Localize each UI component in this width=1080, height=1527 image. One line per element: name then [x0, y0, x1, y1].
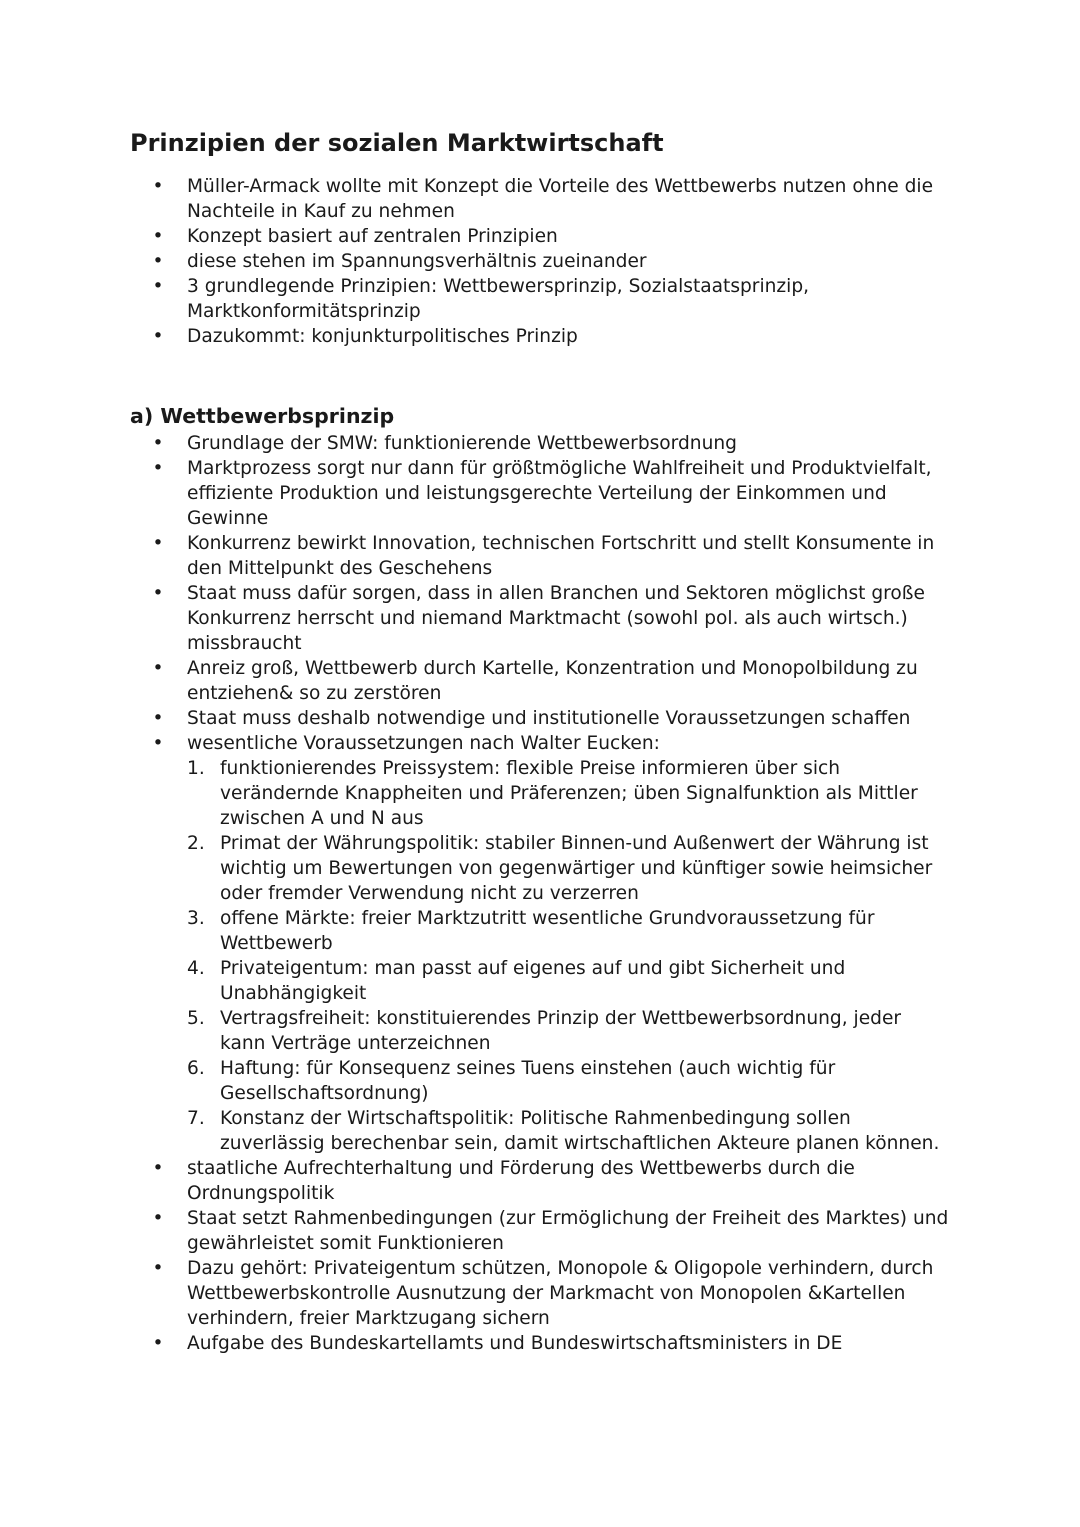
numbered-item-text: funktionierendes Preissystem: flexible Preise informieren über sich verändernde Knappheiten und Präferenzen; üben Signalfunktion als Mittler zwischen A und N aus — [220, 758, 918, 829]
item-number: 5. — [187, 1008, 205, 1029]
page-title: Prinzipien der sozialen Marktwirtschaft — [130, 129, 664, 157]
numbered-item — [187, 1006, 945, 1056]
bullet-icon: • — [152, 176, 164, 197]
list-item-text: Konzept basiert auf zentralen Prinzipien — [187, 226, 558, 247]
numbered-item — [187, 1106, 945, 1156]
list-item-text: 3 grundlegende Prinzipien: Wettbewersprinzip, Sozialstaatsprinzip, Marktkonformitätsprinzip — [187, 276, 810, 322]
list-item — [0, 324, 967, 349]
item-number: 4. — [187, 958, 205, 979]
list-item — [0, 1156, 967, 1206]
item-number: 7. — [187, 1108, 205, 1129]
bullet-icon: • — [152, 1333, 164, 1354]
numbered-item — [187, 756, 945, 831]
bullet-icon: • — [152, 226, 164, 247]
item-number: 6. — [187, 1058, 205, 1079]
list-item-text: Anreiz groß, Wettbewerb durch Kartelle, Konzentration und Monopolbildung zu entziehen& so zu zerstören — [187, 658, 918, 704]
list-item — [0, 731, 967, 1156]
numbered-item — [187, 906, 945, 956]
list-item — [0, 224, 967, 249]
list-item — [0, 431, 967, 456]
list-item — [0, 1256, 967, 1331]
bullet-icon: • — [152, 433, 164, 454]
list-item — [0, 1206, 967, 1256]
list-item — [0, 531, 967, 581]
list-item — [0, 274, 967, 324]
list-item — [0, 706, 967, 731]
list-item-text: Dazu gehört: Privateigentum schützen, Monopole & Oligopole verhindern, durch Wettbewerbskontrolle Ausnutzung der Markmacht von Monopolen &Kartellen verhindern, freier Marktzugang sichern — [187, 1258, 934, 1329]
list-item-text: Grundlage der SMW: funktionierende Wettbewerbsordnung — [187, 433, 737, 454]
numbered-item-text: Konstanz der Wirtschaftspolitik: Politische Rahmenbedingung sollen zuverlässig berechenbar sein, damit wirtschaftlichen Akteure planen können. — [220, 1108, 940, 1154]
bullet-icon: • — [152, 533, 164, 554]
bullet-icon: • — [152, 1158, 164, 1179]
item-number: 1. — [187, 758, 205, 779]
list-item-text: wesentliche Voraussetzungen nach Walter Eucken: — [187, 733, 660, 754]
item-number: 2. — [187, 833, 205, 854]
numbered-item-text: Primat der Währungspolitik: stabiler Binnen-und Außenwert der Währung ist wichtig um Bewertungen von gegenwärtiger und künftiger sowie heimsicher oder fremder Verwendung nicht zu verzerren — [220, 833, 933, 904]
numbered-item-text: Haftung: für Konsequenz seines Tuens einstehen (auch wichtig für Gesellschaftsordnung) — [220, 1058, 836, 1104]
bullet-icon: • — [152, 458, 164, 479]
list-item-text: Staat muss deshalb notwendige und institutionelle Voraussetzungen schaffen — [187, 708, 911, 729]
list-item — [0, 249, 967, 274]
bullet-icon: • — [152, 276, 164, 297]
bullet-icon: • — [152, 326, 164, 347]
numbered-item-text: Vertragsfreiheit: konstituierendes Prinzip der Wettbewerbsordnung, jeder kann Verträge unterzeichnen — [220, 1008, 902, 1054]
list-item — [0, 174, 967, 224]
eucken-numbered-list — [187, 756, 967, 1156]
list-item — [0, 581, 967, 656]
bullet-icon: • — [152, 583, 164, 604]
numbered-item — [187, 1056, 945, 1106]
bullet-icon: • — [152, 658, 164, 679]
list-item-text: Marktprozess sorgt nur dann für größtmögliche Wahlfreiheit und Produktvielfalt, effiziente Produktion und leistungsgerechte Verteilung der Einkommen und Gewinne — [187, 458, 932, 529]
bullet-icon: • — [152, 733, 164, 754]
list-item-text: Dazukommt: konjunkturpolitisches Prinzip — [187, 326, 578, 347]
list-item — [0, 456, 967, 531]
bullet-icon: • — [152, 1208, 164, 1229]
list-item — [0, 1331, 967, 1356]
numbered-item-text: offene Märkte: freier Marktzutritt wesentliche Grundvoraussetzung für Wettbewerb — [220, 908, 875, 954]
list-item-text: Müller-Armack wollte mit Konzept die Vorteile des Wettbewerbs nutzen ohne die Nachteile in Kauf zu nehmen — [187, 176, 934, 222]
bullet-icon: • — [152, 1258, 164, 1279]
list-item-text: Aufgabe des Bundeskartellamts und Bundeswirtschaftsministers in DE — [187, 1333, 843, 1354]
list-item-text: diese stehen im Spannungsverhältnis zueinander — [187, 251, 647, 272]
list-item-text: Konkurrenz bewirkt Innovation, technischen Fortschritt und stellt Konsumente in den Mittelpunkt des Geschehens — [187, 533, 935, 579]
item-number: 3. — [187, 908, 205, 929]
wettbewerbsprinzip-bullet-list — [0, 431, 1080, 1356]
intro-bullet-list — [0, 174, 1080, 349]
bullet-icon: • — [152, 708, 164, 729]
numbered-item — [187, 956, 945, 1006]
list-item-text: staatliche Aufrechterhaltung und Förderung des Wettbewerbs durch die Ordnungspolitik — [187, 1158, 855, 1204]
list-item-text: Staat muss dafür sorgen, dass in allen Branchen und Sektoren möglichst große Konkurrenz herrscht und niemand Marktmacht (sowohl pol. als auch wirtsch.) missbraucht — [187, 583, 925, 654]
list-item-text: Staat setzt Rahmenbedingungen (zur Ermöglichung der Freiheit des Marktes) und gewährleistet somit Funktionieren — [187, 1208, 949, 1254]
section-heading-wettbewerbsprinzip: a) Wettbewerbsprinzip — [130, 404, 395, 428]
list-item — [0, 656, 967, 706]
numbered-item — [187, 831, 945, 906]
numbered-item-text: Privateigentum: man passt auf eigenes auf und gibt Sicherheit und Unabhängigkeit — [220, 958, 846, 1004]
bullet-icon: • — [152, 251, 164, 272]
